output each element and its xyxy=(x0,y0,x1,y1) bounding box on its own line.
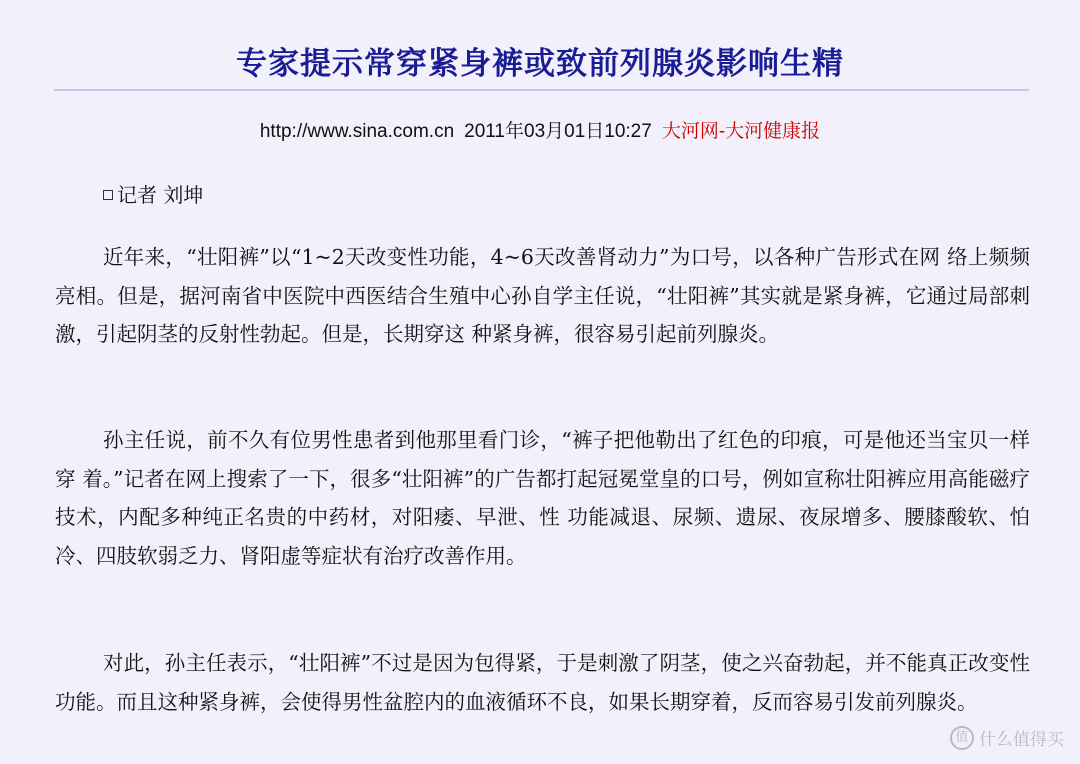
publish-datetime: 2011年03月01日10:27 xyxy=(464,121,652,142)
article-title: 专家提示常穿紧身裤或致前列腺炎影响生精 xyxy=(236,46,844,82)
article-meta xyxy=(0,116,1080,143)
reporter-text: 记者 刘坤 xyxy=(117,183,204,207)
watermark-logo-icon: 值 xyxy=(950,726,974,750)
title-divider xyxy=(54,89,1029,91)
paragraph-3: 对此，孙主任表示，“壮阳裤”不过是因为包得紧，于是刺激了阴茎，使之兴奋勃起，并不能真正改变性功能。而且这种紧身裤，会使得男性盆腔内的血液循环不良，如果长期穿着，反而容易引发前列腺炎。 xyxy=(55,651,1030,714)
source-link[interactable]: 大河网-大河健康报 xyxy=(661,121,821,142)
paragraph-1: 近年来，“壮阳裤”以“1~2天改变性功能，4~6天改善肾动力”为口号，以各种广告形式在网 络上频频亮相。但是，据河南省中医院中西医结合生殖中心孙自学主任说，“壮阳裤”其实就是紧身裤，它通过局部刺激，引起阴茎的反射性勃起。但是，长期穿这 种紧身裤，很容易引起前列腺炎。 xyxy=(55,245,1030,346)
reporter-byline xyxy=(103,179,203,208)
square-bullet-icon xyxy=(103,190,113,200)
paragraph-2: 孙主任说，前不久有位男性患者到他那里看门诊，“裤子把他勒出了红色的印痕，可是他还当宝贝一样穿 着。”记者在网上搜索了一下，很多“壮阳裤”的广告都打起冠冕堂皇的口号，例如宣称壮阳裤应用高能磁疗技术，内配多种纯正名贵的中药材，对阳痿、早泄、性 功能减退、尿频、遗尿、夜尿增多、腰膝酸软、怕冷、四肢软弱乏力、肾阳虚等症状有治疗改善作用。 xyxy=(55,428,1030,568)
watermark-text: 什么值得买 xyxy=(979,730,1064,750)
watermark xyxy=(950,725,1064,752)
source-url[interactable]: http://www.sina.com.cn xyxy=(259,121,455,142)
